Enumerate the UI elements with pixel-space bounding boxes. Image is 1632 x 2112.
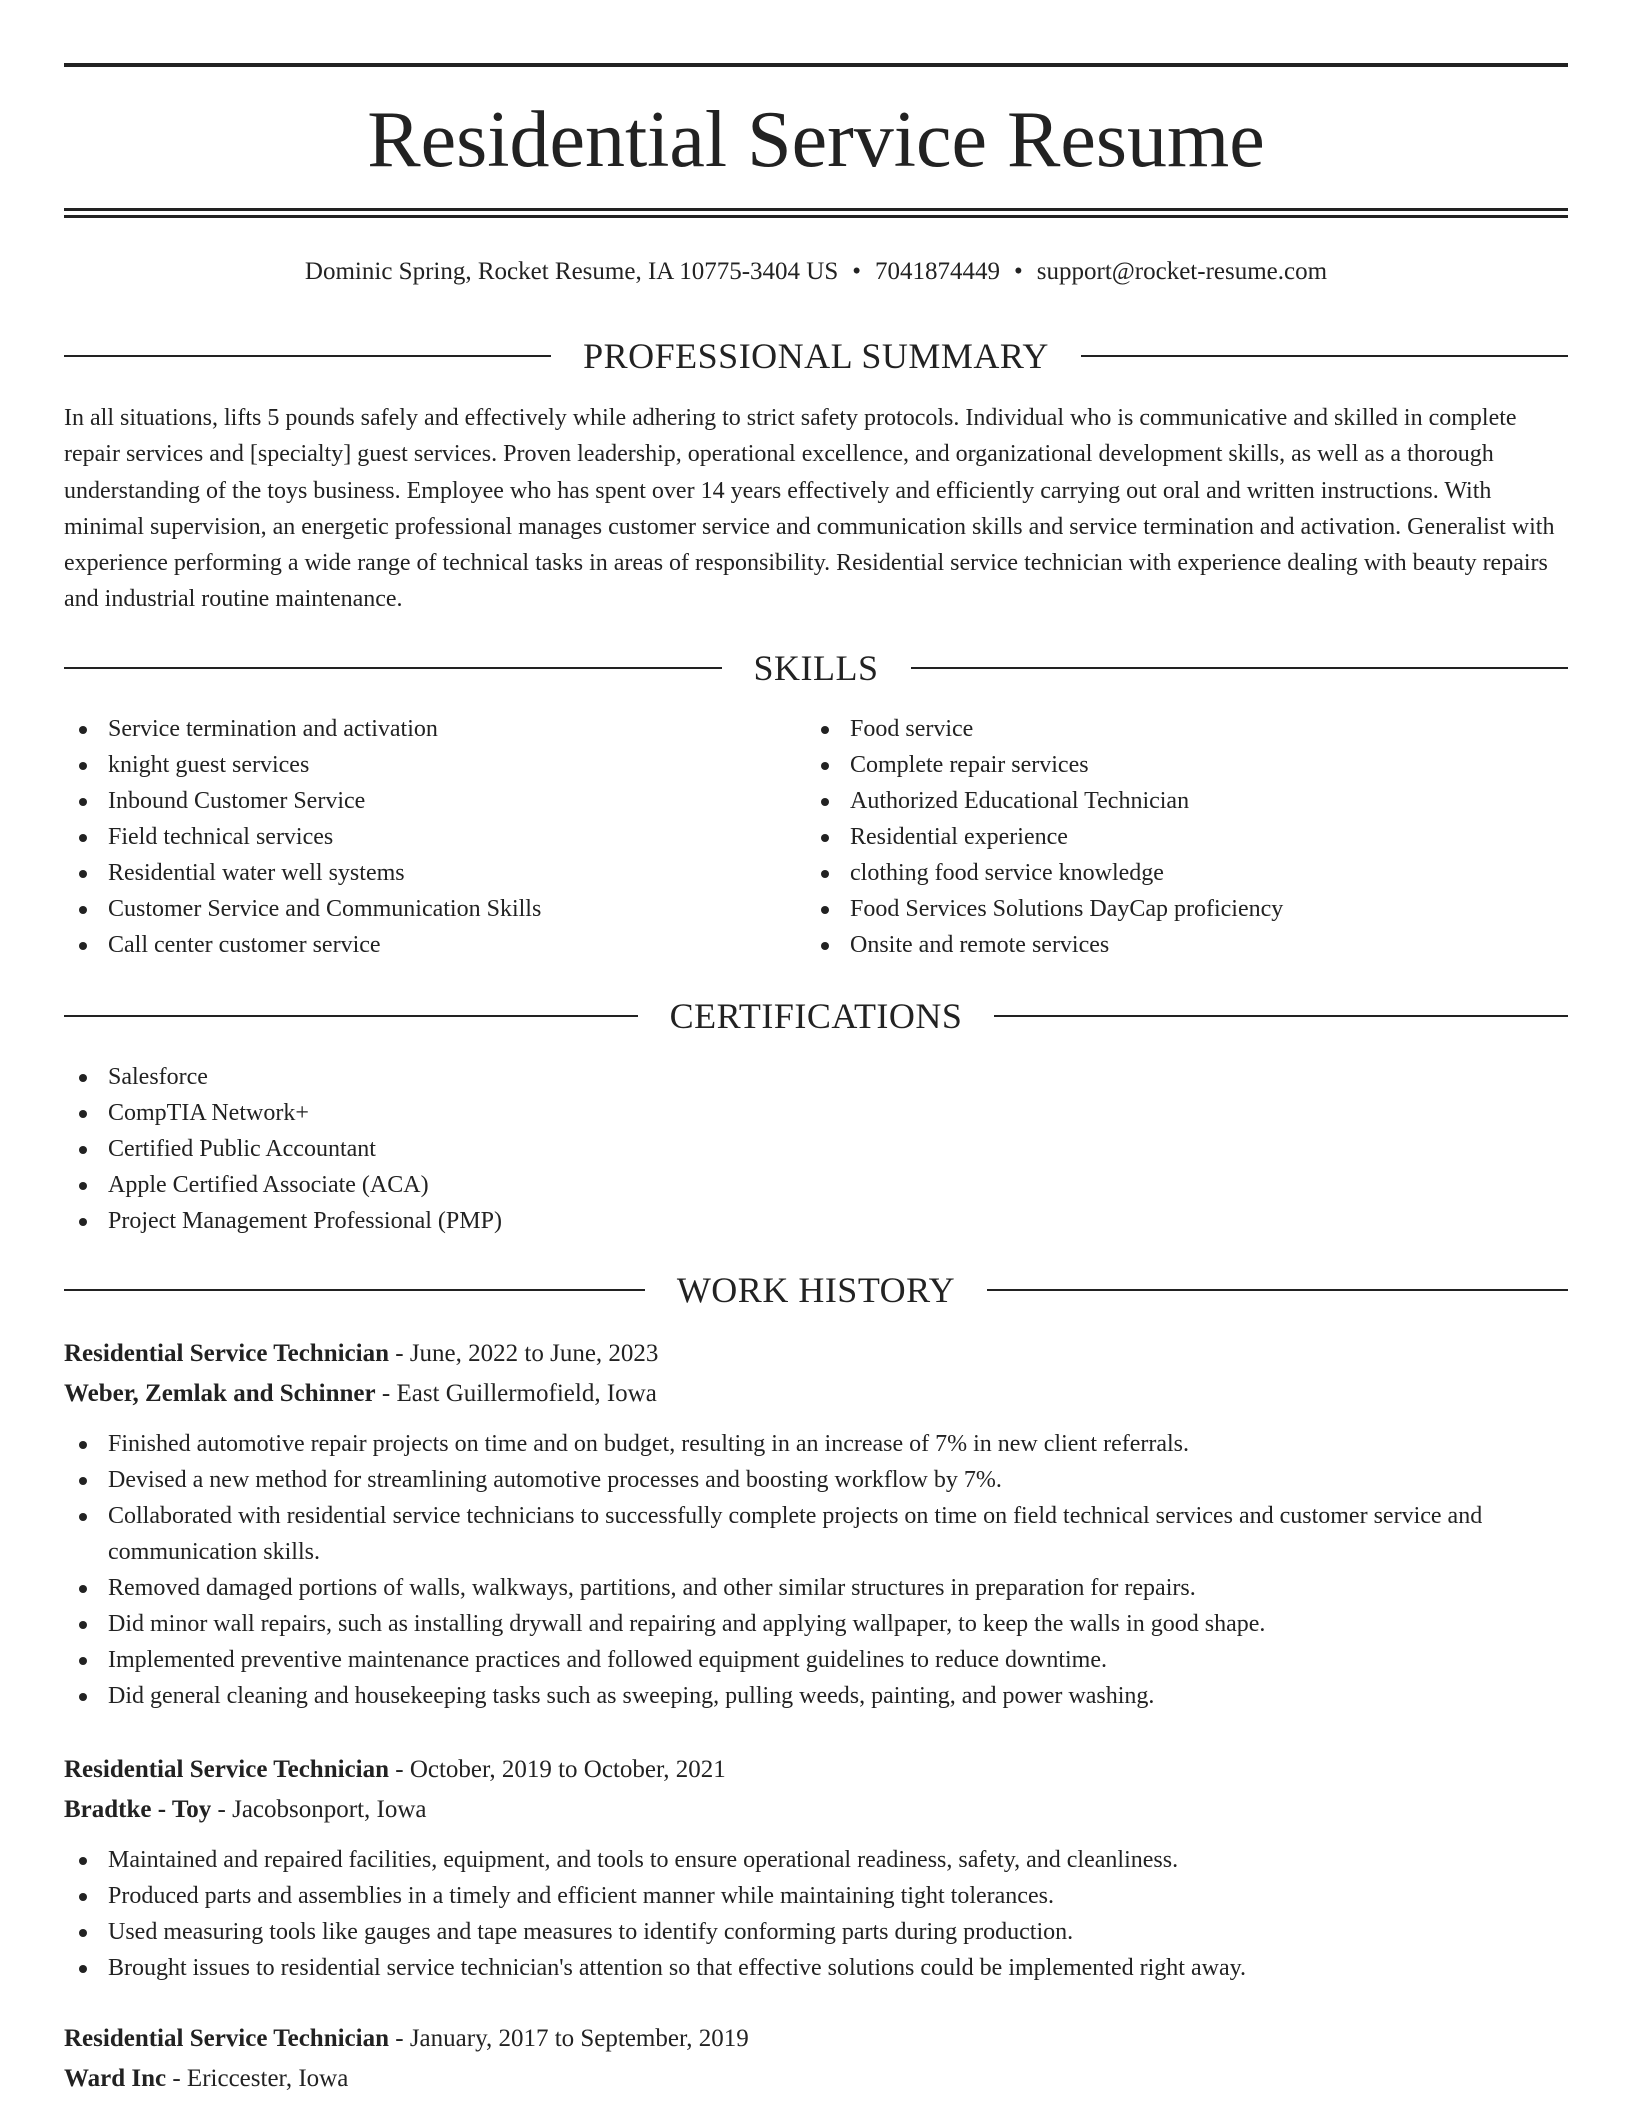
job-duty: Implemented preventive maintenance practices and followed equipment guidelines to reduce downtime. [64,1642,1568,1678]
job-dates: - January, 2017 to September, 2019 [389,2025,749,2052]
contact-separator: • [1014,258,1023,285]
job-role-line [64,1750,1568,1790]
job-title: Residential Service Technician [64,2025,389,2052]
top-rule [64,63,1568,67]
skill-item: Food Services Solutions DayCap proficiency [806,891,1566,927]
certification-item: Salesforce [64,1059,1564,1095]
job-employer-line [64,1374,1568,1414]
job-dates: - October, 2019 to October, 2021 [389,1756,726,1783]
skill-item: Residential water well systems [64,855,764,891]
section-title: PROFESSIONAL SUMMARY [583,336,1049,376]
heading-rule [987,1289,1568,1291]
certification-item: Certified Public Accountant [64,1131,1564,1167]
job-entry [64,2019,1568,2099]
skill-item: Complete repair services [806,747,1566,783]
job-duty: Collaborated with residential service technicians to successfully complete projects on time on field technical services and customer service and communication skills. [64,1498,1568,1570]
skills-list-right [806,711,1566,963]
job-title: Residential Service Technician [64,1756,389,1783]
heading-rule [1081,355,1568,357]
certification-item: Apple Certified Associate (ACA) [64,1167,1564,1203]
heading-rule [64,1289,645,1291]
skill-item: Inbound Customer Service [64,783,764,819]
job-duty: Produced parts and assemblies in a timely and efficient manner while maintaining tight tolerances. [64,1878,1568,1914]
job-duty: Used measuring tools like gauges and tape measures to identify conforming parts during production. [64,1914,1568,1950]
job-employer: Bradtke - Toy [64,1796,212,1823]
job-role-line [64,1334,1568,1374]
job-location: - Jacobsonport, Iowa [211,1796,427,1823]
contact-separator: • [852,258,861,285]
job-location: - Ericcester, Iowa [166,2065,349,2092]
section-heading-skills [64,646,1568,690]
job-duty: Did general cleaning and housekeeping tasks such as sweeping, pulling weeds, painting, and power washing. [64,1678,1568,1714]
skill-item: Call center customer service [64,927,764,963]
skill-item: Residential experience [806,819,1566,855]
heading-rule [911,667,1569,669]
section-heading-summary [64,334,1568,378]
section-heading-work-history [64,1268,1568,1312]
summary-text: In all situations, lifts 5 pounds safely and effectively while adhering to strict safety protocols. Individual who is communicative and skilled in complete repair services and [specialty] guest services. Proven leadership, operational excellence, and organizational development skills, as well as a thorough understanding of the toys business. Employee who has spent over 14 years effectively and efficiently carrying out oral and written instructions. With minimal supervision, an energetic professional manages customer service and communication skills and service termination and activation. Generalist with experience performing a wide range of technical tasks in areas of responsibility. Residential service technician with experience dealing with beauty repairs and industrial routine maintenance. [64,405,1555,613]
job-duty: Removed damaged portions of walls, walkways, partitions, and other similar structures in preparation for repairs. [64,1570,1568,1606]
skill-item: Onsite and remote services [806,927,1566,963]
heading-rule [64,667,722,669]
job-duty: Finished automotive repair projects on time and on budget, resulting in an increase of 7% in new client referrals. [64,1426,1568,1462]
heading-rule [64,355,551,357]
skill-item: Authorized Educational Technician [806,783,1566,819]
certification-item: CompTIA Network+ [64,1095,1564,1131]
job-employer-line [64,2059,1568,2099]
skill-item: clothing food service knowledge [806,855,1566,891]
contact-address: Dominic Spring, Rocket Resume, IA 10775-3404 US [304,258,839,285]
job-employer: Ward Inc [64,2065,167,2092]
skill-item: Food service [806,711,1566,747]
job-title: Residential Service Technician [64,1340,389,1367]
section-heading-certifications [64,994,1568,1038]
job-entry [64,1334,1568,1714]
certifications-list [64,1059,1564,1239]
job-duties-list [64,1426,1568,1714]
job-employer-line [64,1790,1568,1830]
job-duty: Devised a new method for streamlining automotive processes and boosting workflow by 7%. [64,1462,1568,1498]
title-double-rule [64,208,1568,218]
contact-email[interactable]: support@rocket-resume.com [1036,258,1328,285]
section-title: SKILLS [753,648,879,688]
job-duty: Brought issues to residential service technician's attention so that effective solutions could be implemented right away. [64,1950,1568,1986]
job-duty: Maintained and repaired facilities, equipment, and tools to ensure operational readiness, safety, and cleanliness. [64,1842,1568,1878]
job-role-line [64,2019,1568,2059]
skill-item: Service termination and activation [64,711,764,747]
resume-title: Residential Service Resume [367,96,1265,184]
job-dates: - June, 2022 to June, 2023 [389,1340,659,1367]
skills-list-left [64,711,764,963]
job-entry [64,1750,1568,1986]
section-title: WORK HISTORY [676,1270,956,1310]
job-duties-list [64,1842,1568,1986]
heading-rule [994,1015,1568,1017]
job-duty: Did minor wall repairs, such as installing drywall and repairing and applying wallpaper, to keep the walls in good shape. [64,1606,1568,1642]
skill-item: Customer Service and Communication Skills [64,891,764,927]
job-location: - East Guillermofield, Iowa [375,1380,657,1407]
heading-rule [64,1015,638,1017]
section-title: CERTIFICATIONS [669,996,963,1036]
contact-line [64,254,1568,290]
job-employer: Weber, Zemlak and Schinner [64,1380,376,1407]
skill-item: Field technical services [64,819,764,855]
skill-item: knight guest services [64,747,764,783]
certification-item: Project Management Professional (PMP) [64,1203,1564,1239]
contact-phone: 7041874449 [875,258,1000,285]
